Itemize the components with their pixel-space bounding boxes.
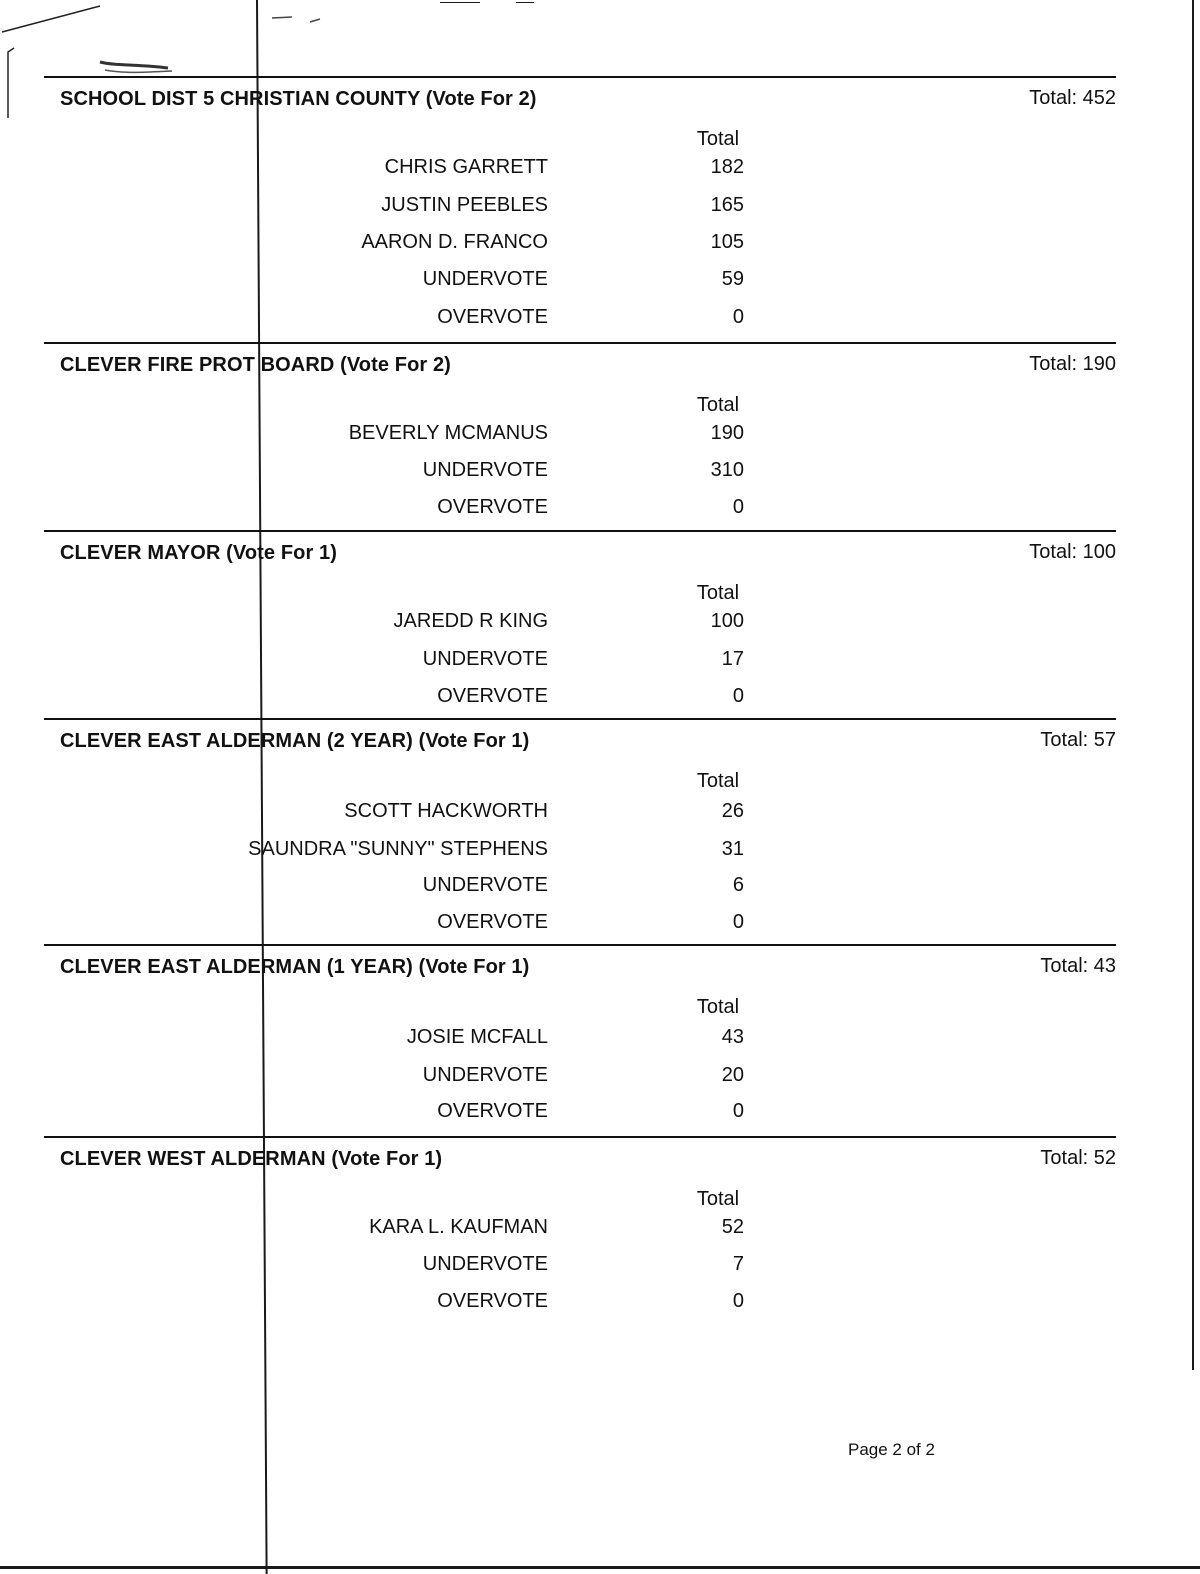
candidate-name: JUSTIN PEEBLES [381, 194, 548, 216]
candidate-votes: 31 [721, 838, 744, 860]
scan-artifact-right-edge [1192, 0, 1194, 1370]
section-divider [44, 342, 1116, 344]
candidate-name: AARON D. FRANCO [361, 231, 548, 253]
candidate-votes: 43 [721, 1026, 744, 1048]
candidate-votes: 182 [710, 156, 744, 178]
column-header-total: Total [696, 1188, 740, 1210]
section-divider [44, 1136, 1116, 1138]
candidate-votes: 26 [721, 800, 744, 822]
scan-artifact-top-dash [440, 2, 480, 3]
race-section [44, 1136, 1116, 1336]
candidate-votes: 0 [732, 911, 744, 933]
candidate-row [44, 610, 764, 634]
race-section [44, 76, 1116, 338]
section-divider [44, 530, 1116, 532]
column-header-total: Total [696, 128, 740, 150]
overvote-row [44, 1290, 764, 1314]
undervote-row [44, 268, 764, 292]
candidate-name: UNDERVOTE [422, 459, 548, 481]
race-title: CLEVER MAYOR (Vote For 1) [60, 542, 337, 564]
undervote-row [44, 459, 764, 483]
candidate-votes: 0 [732, 685, 744, 707]
page-number: Page 2 of 2 [848, 1440, 935, 1459]
race-total: Total: 43 [1040, 955, 1116, 977]
candidate-name: OVERVOTE [437, 911, 548, 933]
race-total: Total: 190 [1029, 353, 1116, 375]
race-section [44, 342, 1116, 530]
candidate-row [44, 231, 764, 255]
race-title: CLEVER FIRE PROT BOARD (Vote For 2) [60, 354, 451, 376]
candidate-votes: 0 [732, 306, 744, 328]
race-total: Total: 52 [1040, 1147, 1116, 1169]
candidate-row [44, 1026, 764, 1050]
candidate-name: OVERVOTE [437, 1290, 548, 1312]
candidate-votes: 7 [732, 1253, 744, 1275]
candidate-row [44, 800, 764, 824]
section-divider [44, 944, 1116, 946]
race-title: CLEVER EAST ALDERMAN (1 YEAR) (Vote For 1) [60, 956, 530, 978]
candidate-votes: 17 [721, 648, 744, 670]
column-header-total: Total [696, 582, 740, 604]
section-divider [44, 76, 1116, 78]
candidate-name: SAUNDRA "SUNNY" STEPHENS [248, 838, 548, 860]
candidate-votes: 165 [710, 194, 744, 216]
candidate-row [44, 1216, 764, 1240]
candidate-votes: 6 [732, 874, 744, 896]
candidate-votes: 0 [732, 496, 744, 518]
candidate-votes: 59 [721, 268, 744, 290]
undervote-row [44, 648, 764, 672]
column-header-total: Total [696, 770, 740, 792]
overvote-row [44, 1100, 764, 1124]
candidate-row [44, 194, 764, 218]
candidate-name: KARA L. KAUFMAN [369, 1216, 548, 1238]
race-total: Total: 57 [1040, 729, 1116, 751]
undervote-row [44, 1253, 764, 1277]
candidate-votes: 105 [710, 231, 744, 253]
section-divider [44, 718, 1116, 720]
column-header-total: Total [696, 394, 740, 416]
candidate-name: OVERVOTE [437, 306, 548, 328]
overvote-row [44, 685, 764, 709]
race-total: Total: 452 [1029, 87, 1116, 109]
candidate-row [44, 838, 764, 862]
candidate-name: CHRIS GARRETT [384, 156, 548, 178]
candidate-name: OVERVOTE [437, 496, 548, 518]
candidate-name: UNDERVOTE [422, 1064, 548, 1086]
candidate-votes: 190 [710, 422, 744, 444]
race-title: CLEVER EAST ALDERMAN (2 YEAR) (Vote For 1) [60, 730, 530, 752]
candidate-name: JAREDD R KING [393, 610, 548, 632]
overvote-row [44, 911, 764, 935]
candidate-name: UNDERVOTE [422, 648, 548, 670]
candidate-name: UNDERVOTE [422, 874, 548, 896]
candidate-votes: 310 [710, 459, 744, 481]
candidate-votes: 0 [732, 1100, 744, 1122]
candidate-votes: 0 [732, 1290, 744, 1312]
race-title: SCHOOL DIST 5 CHRISTIAN COUNTY (Vote For 2) [60, 88, 537, 110]
scan-artifact-bottom-edge [0, 1566, 1200, 1569]
race-section [44, 718, 1116, 944]
candidate-name: OVERVOTE [437, 685, 548, 707]
candidate-votes: 20 [721, 1064, 744, 1086]
candidate-name: JOSIE MCFALL [406, 1026, 548, 1048]
overvote-row [44, 496, 764, 520]
candidate-row [44, 156, 764, 180]
undervote-row [44, 874, 764, 898]
candidate-row [44, 422, 764, 446]
overvote-row [44, 306, 764, 330]
candidate-name: OVERVOTE [437, 1100, 548, 1122]
scan-artifact-top-dash [516, 2, 534, 3]
race-section [44, 944, 1116, 1136]
race-total: Total: 100 [1029, 541, 1116, 563]
candidate-name: BEVERLY MCMANUS [348, 422, 548, 444]
candidate-votes: 100 [710, 610, 744, 632]
candidate-votes: 52 [721, 1216, 744, 1238]
race-title: CLEVER WEST ALDERMAN (Vote For 1) [60, 1148, 443, 1170]
candidate-name: UNDERVOTE [422, 1253, 548, 1275]
column-header-total: Total [696, 996, 740, 1018]
race-section [44, 530, 1116, 718]
undervote-row [44, 1064, 764, 1088]
candidate-name: SCOTT HACKWORTH [344, 800, 548, 822]
candidate-name: UNDERVOTE [422, 268, 548, 290]
